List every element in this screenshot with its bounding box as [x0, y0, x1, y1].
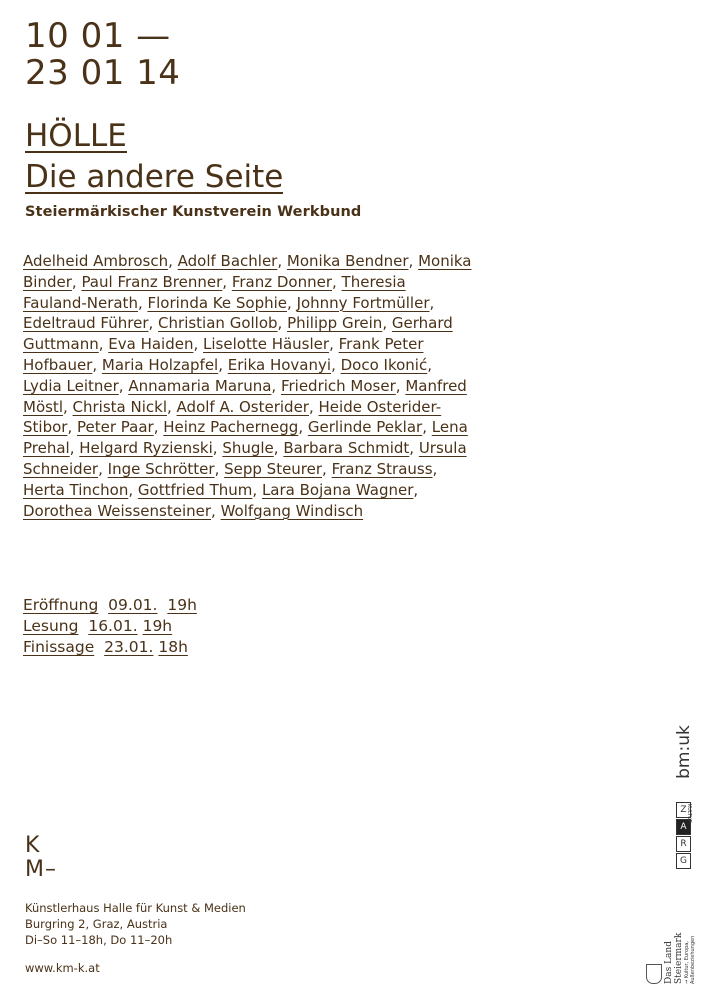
graz-letter: A: [676, 819, 691, 835]
artist-name: Helgard Ryzienski,: [79, 439, 223, 458]
artist-name: Edeltraud Führer,: [23, 314, 159, 333]
artist-name: Heide Osterider-Stibor,: [23, 397, 442, 437]
organizer: Steiermärkischer Kunstverein Werkbund: [25, 204, 362, 220]
artist-name: Liselotte Häusler,: [203, 335, 339, 354]
artist-name: Franz Strauss,: [331, 459, 438, 478]
graz-letter: R: [676, 836, 691, 852]
venue-address: Burgring 2, Graz, Austria: [25, 917, 168, 931]
artist-name: Barbara Schmidt,: [283, 439, 419, 458]
artist-name: Heinz Pachernegg,: [163, 418, 308, 437]
artist-name: Adelheid Ambrosch,: [23, 252, 178, 270]
event-opening: Eröffnung 09.01. 19h: [23, 596, 197, 614]
artist-list: [23, 251, 473, 521]
artist-name: Gottfried Thum,: [137, 480, 262, 499]
graz-kultur-label: KULTUR: [686, 804, 692, 824]
artist-name: Eva Haiden,: [108, 335, 204, 354]
artist-name: Manfred Möstl,: [23, 376, 467, 416]
kmk-logo: K M–: [25, 833, 57, 882]
artist-name: Erika Hovanyi,: [227, 355, 341, 374]
artist-name: Shugle,: [222, 439, 284, 458]
artist-name: Annamaria Maruna,: [128, 376, 281, 395]
artist-name: Lydia Leitner,: [23, 376, 129, 395]
artist-name: Frank Peter Hofbauer,: [23, 335, 424, 374]
artist-name: Monika Binder,: [23, 252, 472, 291]
date-end: 23 01 14: [25, 53, 181, 93]
exhibition-dates: [25, 18, 180, 92]
date-start: 10 01 —: [25, 16, 171, 56]
artist-name: Inge Schrötter,: [107, 459, 225, 478]
artist-name: Philipp Grein,: [287, 314, 392, 333]
venue-hours: Di–So 11–18h, Do 11–20h: [25, 933, 173, 947]
artist-name: Florinda Ke Sophie,: [147, 293, 297, 312]
exhibition-title: [25, 118, 283, 200]
artist-name: Lena Prehal,: [23, 418, 468, 458]
artist-name: Adolf Bachler,: [177, 252, 287, 270]
artist-name: Friedrich Moser,: [280, 376, 406, 395]
artist-name: Wolfgang Windisch: [220, 501, 364, 520]
event-reading: Lesung 16.01. 19h: [23, 617, 173, 635]
graz-letter: Z: [676, 802, 691, 818]
artist-name: Franz Donner,: [231, 272, 342, 291]
graz-letter: G: [676, 853, 691, 869]
crest-icon: [646, 964, 662, 984]
artist-name: Doco Ikonić,: [340, 355, 432, 374]
artist-name: Maria Holzapfel,: [101, 355, 228, 374]
artist-name: Ursula Schneider,: [23, 439, 467, 478]
artist-name: Christian Gollob,: [158, 314, 288, 333]
venue-info: [25, 900, 246, 948]
event-list: [23, 595, 197, 658]
website-link[interactable]: www.km-k.at: [25, 961, 100, 975]
artist-name: Gerhard Guttmann,: [23, 314, 453, 354]
title-main: HÖLLE: [25, 118, 127, 154]
artist-name: Gerlinde Peklar,: [307, 418, 432, 437]
artist-name: Peter Paar,: [76, 418, 164, 437]
artist-name: Dorothea Weissensteiner,: [23, 501, 221, 520]
artist-name: Sepp Steurer,: [224, 459, 332, 478]
artist-name: Christa Nickl,: [72, 397, 177, 416]
artist-name: Herta Tinchon,: [23, 480, 138, 499]
artist-name: Adolf A. Osterider,: [176, 397, 319, 416]
artist-name: Paul Franz Brenner,: [81, 272, 232, 291]
bmuk-logo: bm:uk: [674, 725, 694, 779]
venue-name: Künstlerhaus Halle für Kunst & Medien: [25, 901, 246, 915]
event-finissage: Finissage 23.01. 18h: [23, 638, 188, 656]
land-steiermark-logo: Das Land Steiermark → Kultur, Europa, Außenbeziehungen: [644, 906, 704, 986]
artist-name: Theresia Fauland-Nerath,: [23, 272, 406, 312]
title-sub: Die andere Seite: [25, 159, 284, 195]
artist-name: Monika Bendner,: [286, 252, 419, 270]
artist-name: Lara Bojana Wagner,: [261, 480, 419, 499]
artist-name: Johnny Fortmüller,: [296, 293, 435, 312]
